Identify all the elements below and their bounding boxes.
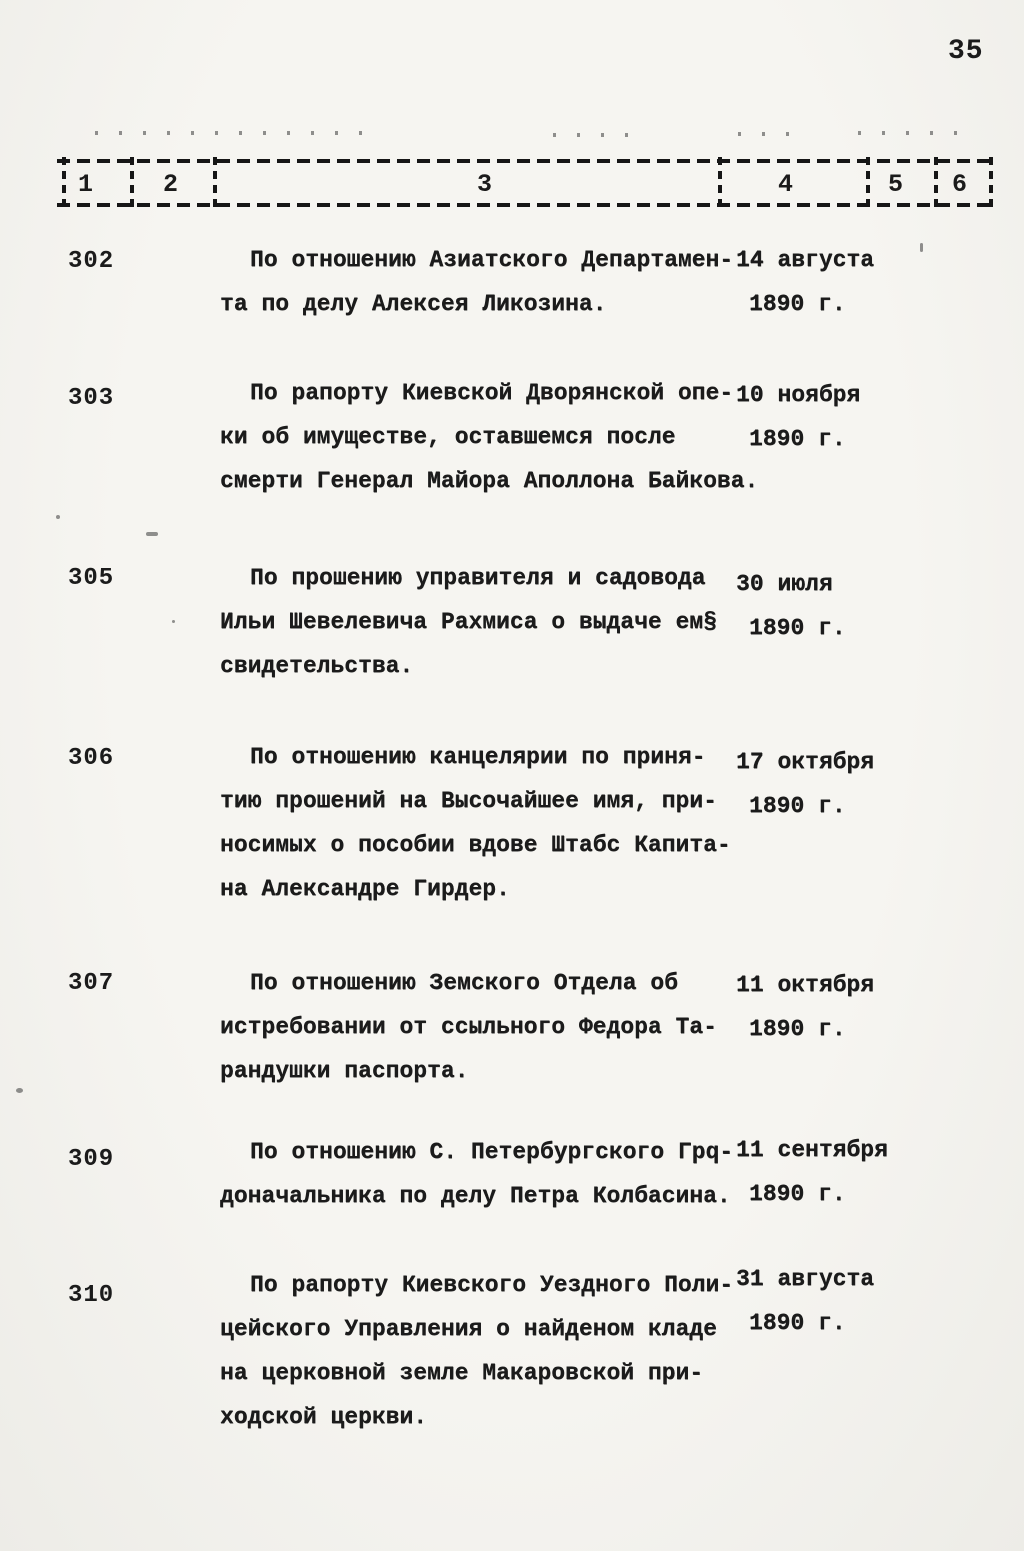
scan-artifact (920, 243, 923, 252)
scan-artifact (172, 620, 175, 623)
column-divider (989, 157, 993, 209)
entry-date: 30 июля (736, 571, 833, 597)
entry-text-line: По отношению Азиатского Департамен- (250, 247, 734, 273)
entry-text-line: ки об имуществе, оставшемся после (220, 424, 676, 450)
entry-date: 14 августа (736, 247, 875, 273)
column-divider (62, 157, 66, 209)
scan-artifact (56, 515, 60, 519)
entry-year: 1890 г. (749, 1016, 846, 1042)
column-number: 5 (888, 170, 904, 199)
entry-number: 306 (68, 745, 115, 772)
column-number: 3 (477, 170, 493, 199)
entry-text-line: ходской церкви. (220, 1404, 428, 1430)
ruler-bottom-line (57, 203, 997, 207)
entry-number: 302 (68, 248, 115, 275)
entry-number: 307 (68, 970, 115, 997)
entry-text-line: истребовании от ссыльного Федора Та- (220, 1014, 717, 1040)
entry-year: 1890 г. (749, 793, 846, 819)
entry-text-line: смерти Генерал Майора Аполлона Байкова. (220, 468, 759, 494)
column-number: 6 (952, 170, 968, 199)
scan-artifact (16, 1088, 23, 1093)
column-number: 4 (778, 170, 794, 199)
entry-date: 10 ноября (736, 382, 861, 408)
entry-year: 1890 г. (749, 1310, 846, 1336)
entry-year: 1890 г. (749, 1181, 846, 1207)
entry-date: 31 августа (736, 1266, 875, 1292)
entry-year: 1890 г. (749, 426, 846, 452)
table-header-ruler (57, 159, 997, 207)
scan-speckle-row (858, 131, 966, 135)
scan-speckle-row (738, 132, 798, 136)
entry-text-line: По отношению С. Петербургского Грq- (250, 1139, 734, 1165)
entry-number: 309 (68, 1146, 115, 1173)
column-divider (866, 157, 870, 209)
entry-text-line: рандушки паспорта. (220, 1058, 469, 1084)
entry-text-line: По отношению Земского Отдела об (250, 970, 678, 996)
entry-number: 303 (68, 385, 115, 412)
entry-year: 1890 г. (749, 291, 846, 317)
entry-text-line: доначальника по делу Петра Колбасина. (220, 1183, 731, 1209)
column-divider (130, 157, 134, 209)
column-number: 2 (163, 170, 179, 199)
ruler-top-line (57, 159, 997, 163)
entry-text-line: Ильи Шевелевича Рахмиса о выдаче ем§ (220, 609, 717, 635)
entry-number: 305 (68, 565, 115, 592)
entry-text-line: тию прошений на Высочайшее имя, при- (220, 788, 717, 814)
entry-text-line: свидетельства. (220, 653, 414, 679)
column-divider (718, 157, 722, 209)
entry-year: 1890 г. (749, 615, 846, 641)
entry-text-line: носимых о пособии вдове Штабс Капита- (220, 832, 731, 858)
entry-text-line: цейского Управления о найденом кладе (220, 1316, 717, 1342)
entry-date: 11 октября (736, 972, 875, 998)
entry-text-line: По отношению канцелярии по приня- (250, 744, 706, 770)
entry-text-line: По прошению управителя и садовода (250, 565, 706, 591)
page-number: 35 (948, 36, 984, 67)
entry-text-line: та по делу Алексея Ликозина. (220, 291, 607, 317)
column-number: 1 (78, 170, 94, 199)
column-divider (934, 157, 938, 209)
entry-text-line: на Александре Гирдер. (220, 876, 510, 902)
scan-speckle-row (553, 133, 648, 137)
entry-text-line: на церковной земле Макаровской при- (220, 1360, 704, 1386)
entry-number: 310 (68, 1282, 115, 1309)
scan-artifact (146, 532, 158, 536)
entry-date: 11 сентября (736, 1137, 888, 1163)
scan-speckle-row (95, 131, 380, 135)
entry-text-line: По рапорту Киевской Дворянской опе- (250, 380, 734, 406)
entry-text-line: По рапорту Киевского Уездного Поли- (250, 1272, 734, 1298)
column-divider (213, 157, 217, 209)
entry-date: 17 октября (736, 749, 875, 775)
